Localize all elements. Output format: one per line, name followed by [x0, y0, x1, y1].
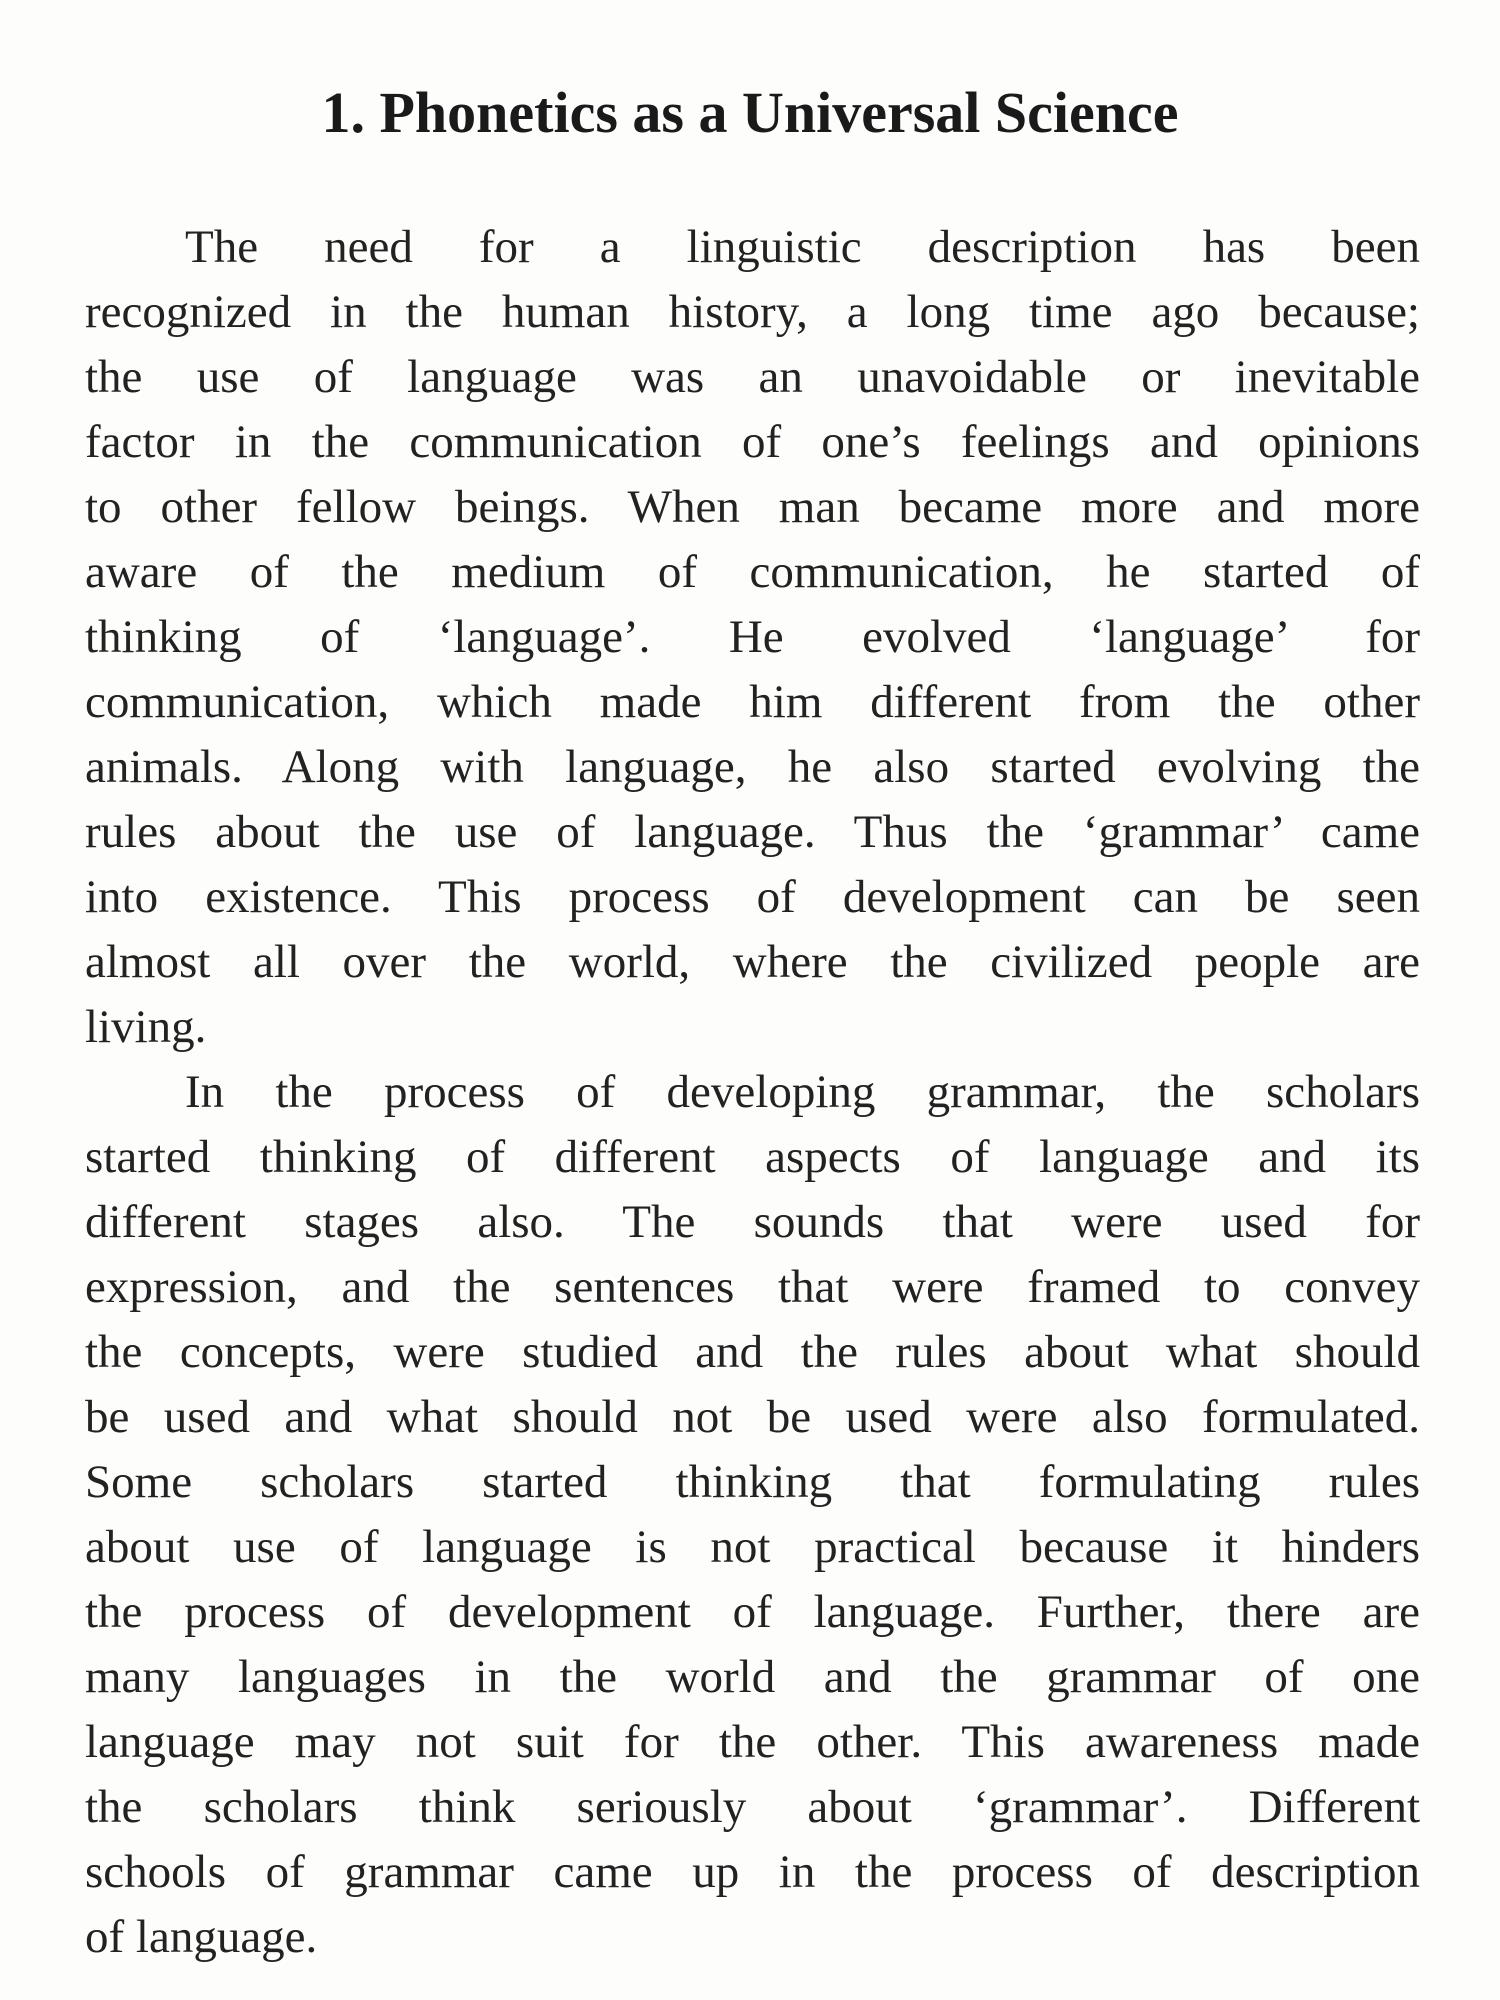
text-line: aware of the medium of communication, he started of: [85, 546, 1420, 598]
text-line: many languages in the world and the grammar of one: [85, 1651, 1420, 1703]
text-line: the scholars think seriously about ‘grammar’. Different: [85, 1781, 1420, 1833]
text-line: the use of language was an unavoidable or inevitable: [85, 351, 1420, 403]
text-line: expression, and the sentences that were framed to convey: [85, 1261, 1420, 1313]
body-text: [85, 215, 1420, 1970]
text-line: the concepts, were studied and the rules about what should: [85, 1326, 1420, 1378]
text-line: almost all over the world, where the civilized people are: [85, 936, 1420, 988]
text-line: In the process of developing grammar, the scholars: [185, 1066, 1420, 1118]
text-line: factor in the communication of one’s feelings and opinions: [85, 416, 1420, 468]
text-line: rules about the use of language. Thus the ‘grammar’ came: [85, 806, 1420, 858]
text-line: recognized in the human history, a long time ago because;: [85, 286, 1420, 338]
paragraph-2: [85, 1060, 1420, 1970]
text-line: living.: [85, 1001, 207, 1053]
section-title: 1. Phonetics as a Universal Science: [321, 80, 1179, 145]
text-line: animals. Along with language, he also started evolving the: [85, 741, 1420, 793]
text-line: different stages also. The sounds that were used for: [85, 1196, 1420, 1248]
text-line: of language.: [85, 1911, 318, 1963]
text-line: The need for a linguistic description has been: [185, 221, 1420, 273]
text-line: started thinking of different aspects of language and its: [85, 1131, 1420, 1183]
text-line: be used and what should not be used were also formulated.: [85, 1391, 1420, 1443]
text-line: schools of grammar came up in the process of description: [85, 1846, 1420, 1898]
text-line: Some scholars started thinking that formulating rules: [85, 1456, 1420, 1508]
text-line: to other fellow beings. When man became more and more: [85, 481, 1420, 533]
text-line: into existence. This process of development can be seen: [85, 871, 1420, 923]
text-line: about use of language is not practical because it hinders: [85, 1521, 1420, 1573]
paragraph-1: [85, 215, 1420, 1060]
text-line: the process of development of language. Further, there are: [85, 1586, 1420, 1638]
text-line: communication, which made him different from the other: [85, 676, 1420, 728]
text-line: thinking of ‘language’. He evolved ‘language’ for: [85, 611, 1420, 663]
text-line: language may not suit for the other. This awareness made: [85, 1716, 1420, 1768]
